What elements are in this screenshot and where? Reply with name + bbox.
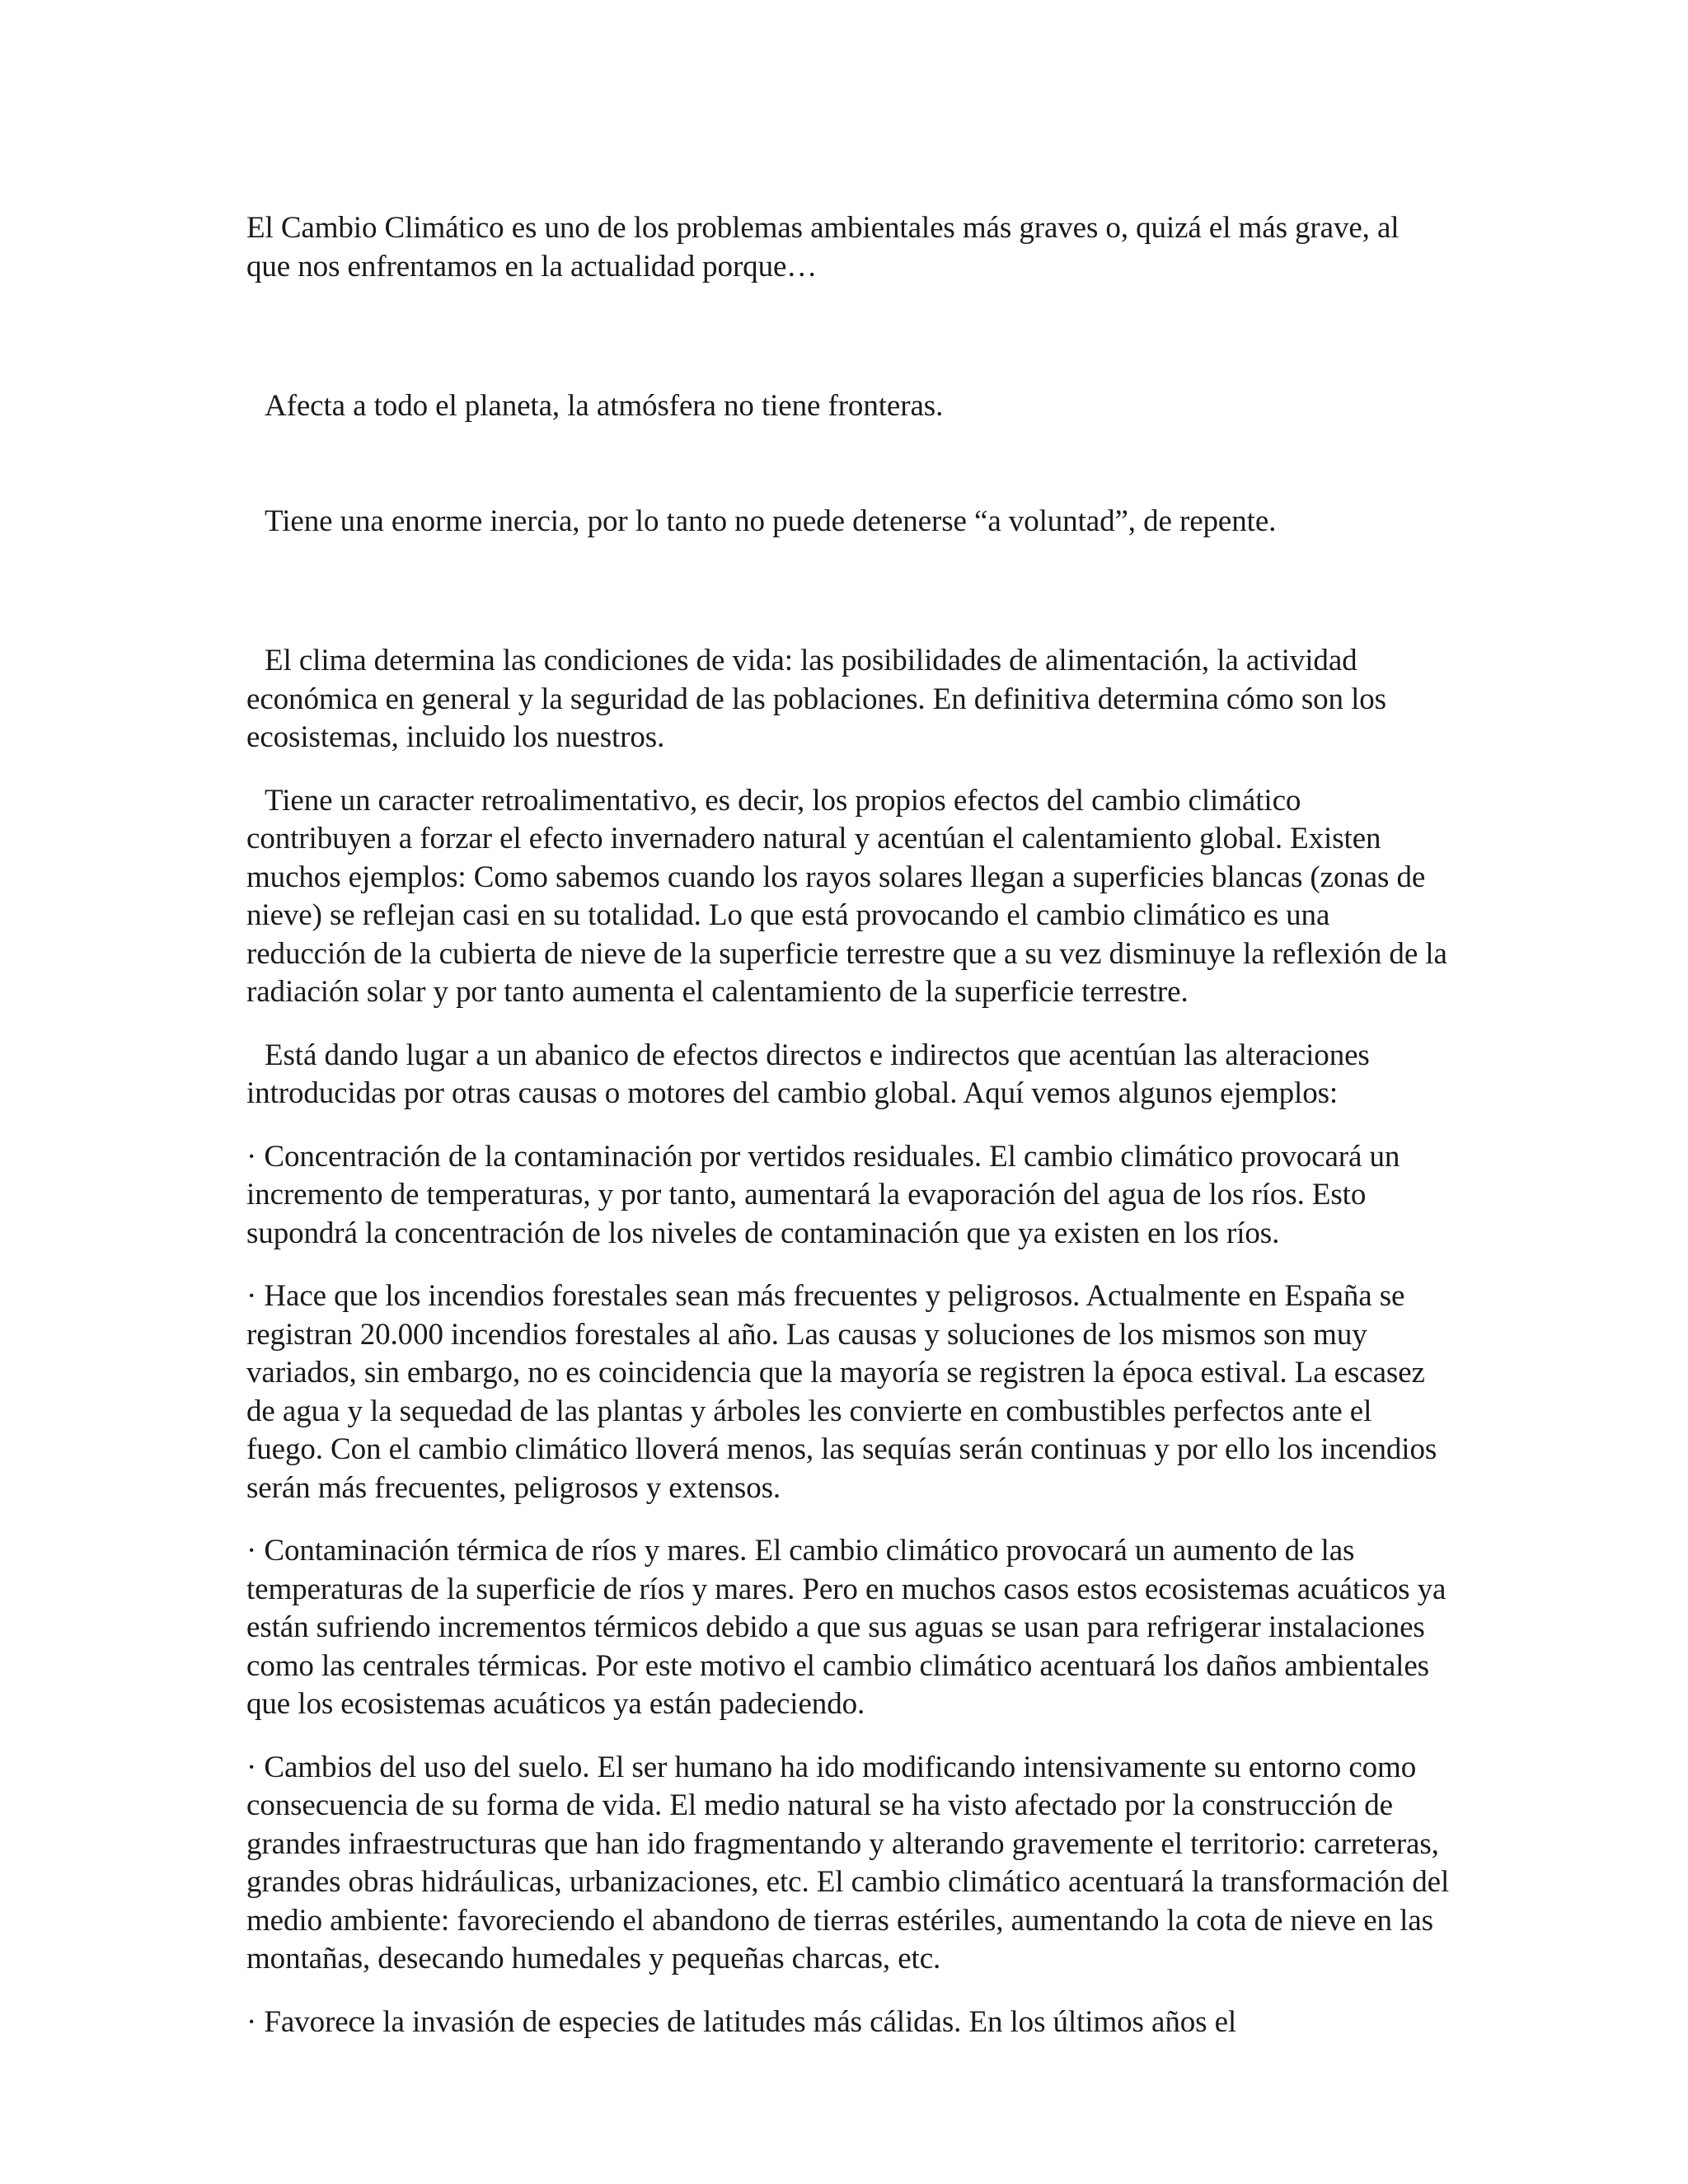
characteristics-list	[246, 311, 1450, 617]
effect-pollution-paragraph: · Concentración de la contaminación por vertidos residuales. El cambio climático provocará un incremento de temperaturas, y por tanto, aumentará la evaporación del agua de los ríos. Esto supondrá la concentración de los niveles de contaminación que ya existen en los ríos.	[246, 1139, 1408, 1250]
effect-land-use-paragraph: · Cambios del uso del suelo. El ser humano ha ido modificando intensivamente su entorno como consecuencia de su forma de vida. El medio natural se ha visto afectado por la construcción de grandes infraestructuras que han ido fragmentando y alterando gravemente el territorio: carreteras, grandes obras hidráulicas, urbanizaciones, etc. El cambio climático acentuará la transformación del medio ambiente: favoreciendo el abandono de tierras estériles, aumentando la cota de nieve en las montañas, desecando humedales y pequeñas charcas, etc.	[246, 1750, 1457, 1975]
climate-conditions-paragraph: El clima determina las condiciones de vida: las posibilidades de alimentación, la actividad económica en general y la seguridad de las poblaciones. En definitiva determina cómo son los ecosistemas, incluido los nuestros.	[246, 644, 1395, 754]
intro-paragraph: El Cambio Climático es uno de los problemas ambientales más graves o, quizá el más grave, al que nos enfrentamos en la actualidad porque…	[246, 211, 1407, 284]
effect-wildfires-paragraph: · Hace que los incendios forestales sean más frecuentes y peligrosos. Actualmente en España se registran 20.000 incendios forestales al año. Las causas y soluciones de los mismos son muy variados, sin embargo, no es coincidencia que la mayoría se registren la época estival. La escasez de agua y la sequedad de las plantas y árboles les convierte en combustibles perfectos ante el fuego. Con el cambio climático lloverá menos, las sequías serán continuas y por ello los incendios serán más frecuentes, peligrosos y extensos.	[246, 1279, 1445, 1505]
document-body	[246, 209, 1457, 2041]
effects-intro-paragraph: Está dando lugar a un abanico de efectos directos e indirectos que acentúan las alteraciones introducidas por otras causas o motores del cambio global. Aquí vemos algunos ejemplos:	[246, 1038, 1377, 1110]
list-item: Tiene una enorme inercia, por lo tanto no puede detenerse “a voluntad”, de repente.	[265, 504, 1277, 538]
effect-thermal-pollution-paragraph: · Contaminación térmica de ríos y mares. El cambio climático provocará un aumento de las temperaturas de la superficie de ríos y mares. Pero en muchos casos estos ecosistemas acuáticos ya están sufriendo incrementos térmicos debido a que sus aguas se usan para refrigerar instalaciones como las centrales térmicas. Por este motivo el cambio climático acentuará los daños ambientales que los ecosistemas acuáticos ya están padeciendo.	[246, 1534, 1454, 1721]
feedback-paragraph: Tiene un caracter retroalimentativo, es decir, los propios efectos del cambio climático contribuyen a forzar el efecto invernadero natural y acentúan el calentamiento global. Existen muchos ejemplos: Como sabemos cuando los rayos solares llegan a superficies blancas (zonas de nieve) se reflejan casi en su totalidad. Lo que está provocando el cambio climático es una reducción de la cubierta de nieve de la superficie terrestre que a su vez disminuye la reflexión de la radiación solar y por tanto aumenta el calentamiento de la superficie terrestre.	[246, 783, 1455, 1009]
list-item: Afecta a todo el planeta, la atmósfera no tiene fronteras.	[265, 389, 944, 423]
effect-invasive-species-paragraph: · Favorece la invasión de especies de latitudes más cálidas. En los últimos años el	[246, 2004, 1237, 2039]
